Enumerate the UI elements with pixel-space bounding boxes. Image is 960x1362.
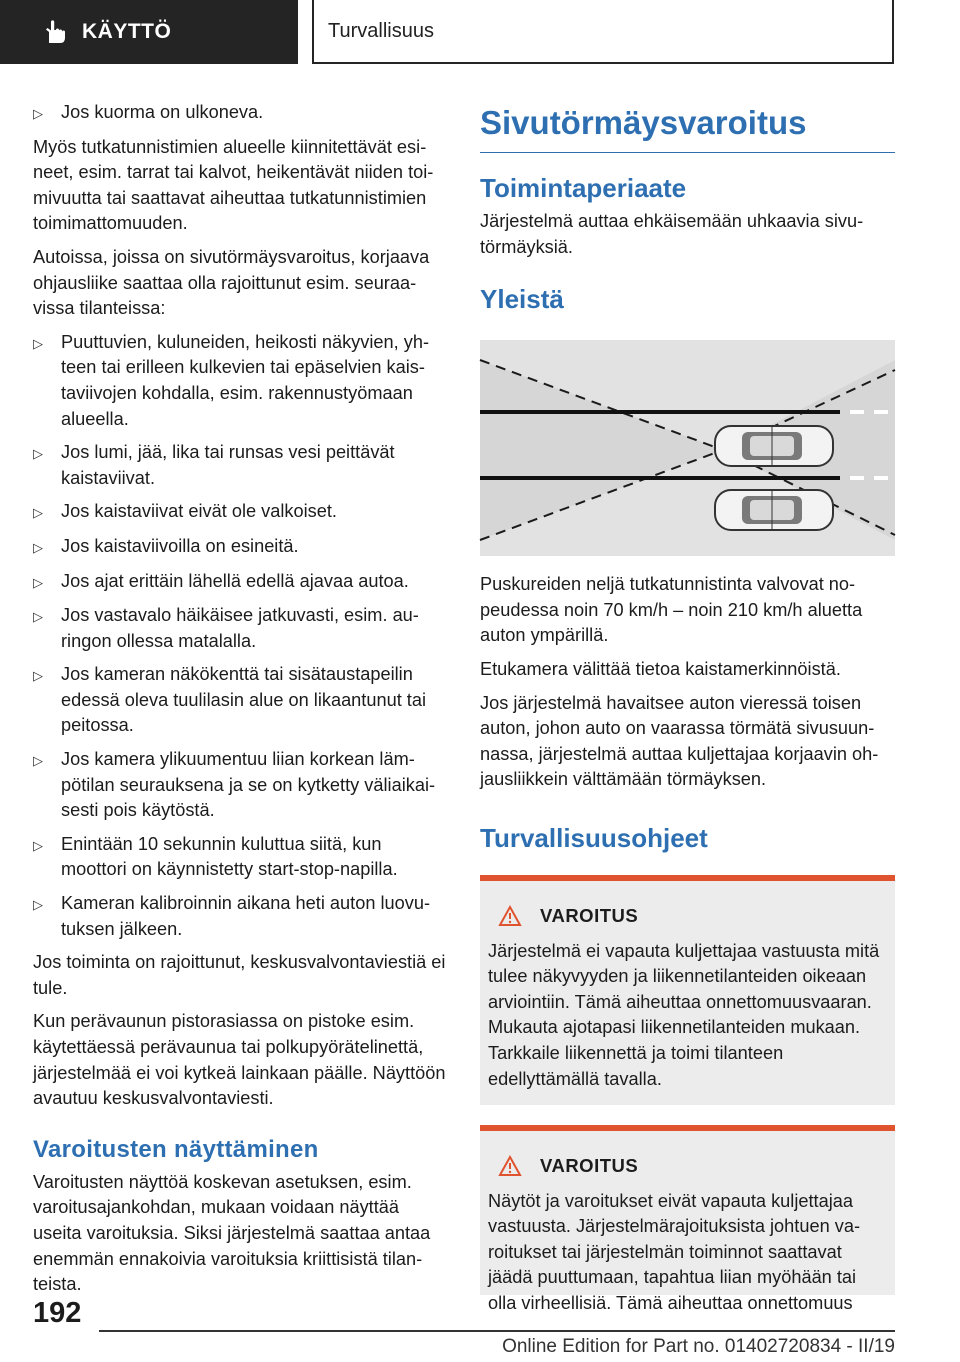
right-column: [480, 100, 895, 1313]
bullet-triangle-icon: ▷: [33, 609, 43, 625]
bullet-triangle-icon: ▷: [33, 446, 43, 462]
footer-divider: [99, 1330, 895, 1332]
paragraph: Myös tutkatunnistimien alueelle kiinnitettävät esineet, esim. tarrat tai kalvot, heikentävät niiden toimivuutta tai saattavat aiheuttaa tutkatunnistimien toimimattomuuden.: [33, 136, 434, 234]
list-item: ▷ Enintään 10 sekunnin kuluttua siitä, kun moottori on käynnistetty start-stop-napilla.: [33, 832, 449, 883]
list-item: ▷ Jos ajat erittäin lähellä edellä ajavaa autoa.: [33, 569, 449, 596]
diagram-illustration: [480, 340, 895, 556]
paragraph: Kun perävaunun pistorasiassa on pistoke esim. käytettäessä perävaunua tai polkupyörätelinettä, järjestelmää ei voi kytkeä lainkaan päälle. Näyttöön avautuu keskusvalvontaviesti.: [33, 1011, 446, 1109]
bullet-triangle-icon: ▷: [33, 897, 43, 913]
warning-text: Näytöt ja varoitukset eivät vapauta kuljettajaa vastuusta. Järjestelmärajoituksista johtuen varoitukset tai järjestelmän toiminnot saattavat jäädä puuttumaan, tapahtua liian myöhään tai olla virheellisiä. Tämä aiheuttaa onnettomuus: [488, 1190, 861, 1313]
bullet-triangle-icon: ▷: [33, 539, 43, 555]
bullet-triangle-icon: ▷: [33, 505, 43, 521]
bullet-triangle-icon: ▷: [33, 574, 43, 590]
list-item: ▷ Jos lumi, jää, lika tai runsas vesi peittävät kaistaviivat.: [33, 440, 449, 491]
warning-box: [480, 875, 895, 1105]
section-label: KÄYTTÖ: [82, 20, 172, 43]
chapter-tab: [312, 0, 894, 64]
list-item: ▷ Jos kameran näkökenttä tai sisätaustapeilin edessä oleva tuulilasin alue on likaantunut tai peitossa.: [33, 662, 449, 739]
warning-title: VAROITUS: [540, 904, 639, 926]
side-collision-diagram: [480, 340, 895, 556]
list-item: ▷ Jos kaistaviivoilla on esineitä.: [33, 534, 449, 561]
bullet-triangle-icon: ▷: [33, 335, 43, 351]
conditions-list: [33, 330, 449, 942]
paragraph: Etukamera välittää tietoa kaistamerkinnöistä.: [480, 658, 841, 679]
section-tab: [0, 0, 298, 64]
warning-title: VAROITUS: [540, 1154, 639, 1176]
bullet-triangle-icon: ▷: [33, 106, 43, 121]
paragraph: Jos järjestelmä havaitsee auton vieressä toisen auton, johon auto on vaarassa törmätä sivusuunnassa, järjestelmä auttaa kuljettajaa korjaavin ohjausliikkein välttämään törmäyksen.: [480, 692, 879, 790]
bullet-triangle-icon: ▷: [33, 753, 43, 769]
bullet-triangle-icon: ▷: [33, 668, 43, 684]
section-heading: Toimintaperiaate: [480, 173, 687, 203]
list-item: ▷ Puuttuvien, kuluneiden, heikosti näkyvien, yhteen tai erilleen kulkevien tai epäselvien kaistaviivojen kohdalla, esim. rakennustyömaan alueella.: [33, 330, 449, 432]
paragraph: Autoissa, joissa on sivutörmäysvaroitus, korjaava ohjausliike saattaa olla rajoittunut esim. seuraavissa tilanteissa:: [33, 246, 430, 319]
section-heading: Turvallisuusohjeet: [480, 822, 708, 853]
warning-triangle-icon: [498, 905, 522, 927]
section-heading: Yleistä: [480, 284, 564, 315]
page-header: [0, 0, 960, 66]
paragraph: Puskureiden neljä tutkatunnistinta valvovat nopeudessa noin 70 km/h – noin 210 km/h aluetta auton ympärillä.: [480, 574, 863, 646]
list-item: ▷ Jos kuorma on ulkoneva.: [33, 100, 449, 127]
paragraph: Jos toiminta on rajoittunut, keskusvalvontaviestiä ei tule.: [33, 952, 446, 998]
edition-note: Online Edition for Part no. 01402720834 - II/19: [502, 1336, 895, 1357]
page-number: 192: [33, 1297, 82, 1329]
bullet-triangle-icon: ▷: [33, 837, 43, 853]
warning-text: Järjestelmä ei vapauta kuljettajaa vastuusta mitä tulee näkyvyyden ja liikennetilanteiden oikeaan arviointiin. Tämä aiheuttaa onnettomuusvaaran. Mukauta ajotapasi liikennetilanteiden mukaan. Tarkkaile liikennettä ja toimi tilanteen edellyttämällä tavalla.: [488, 940, 880, 1089]
list-item: ▷ Jos kamera ylikuumentuu liian korkean lämpötilan seurauksena ja se on kytketty väliaikaisesti pois käytöstä.: [33, 747, 449, 824]
list-item: ▷ Kameran kalibroinnin aikana heti auton luovutuksen jälkeen.: [33, 891, 449, 942]
paragraph: Järjestelmä auttaa ehkäisemään uhkaavia sivutörmäyksiä.: [480, 211, 864, 257]
chapter-label: Turvallisuus: [328, 19, 434, 42]
paragraph: Varoitusten näyttöä koskevan asetuksen, esim. varoitusajankohdan, mukaan voidaan näyttää useita varoituksia. Siksi järjestelmä saattaa antaa enemmän ennakoivia varoituksia kriittisistä tilanteista.: [33, 1171, 431, 1295]
pointing-hand-icon: [42, 19, 68, 45]
list-item: ▷ Jos vastavalo häikäisee jatkuvasti, esim. auringon ollessa matalalla.: [33, 603, 449, 654]
page-title: Sivutörmäysvaroitus: [480, 100, 895, 153]
left-column: [33, 100, 449, 1306]
list-item: ▷ Jos kaistaviivat eivät ole valkoiset.: [33, 499, 449, 526]
warning-box: [480, 1125, 895, 1313]
warning-triangle-icon: [498, 1155, 522, 1177]
section-heading: Varoitusten näyttäminen: [33, 1135, 319, 1163]
